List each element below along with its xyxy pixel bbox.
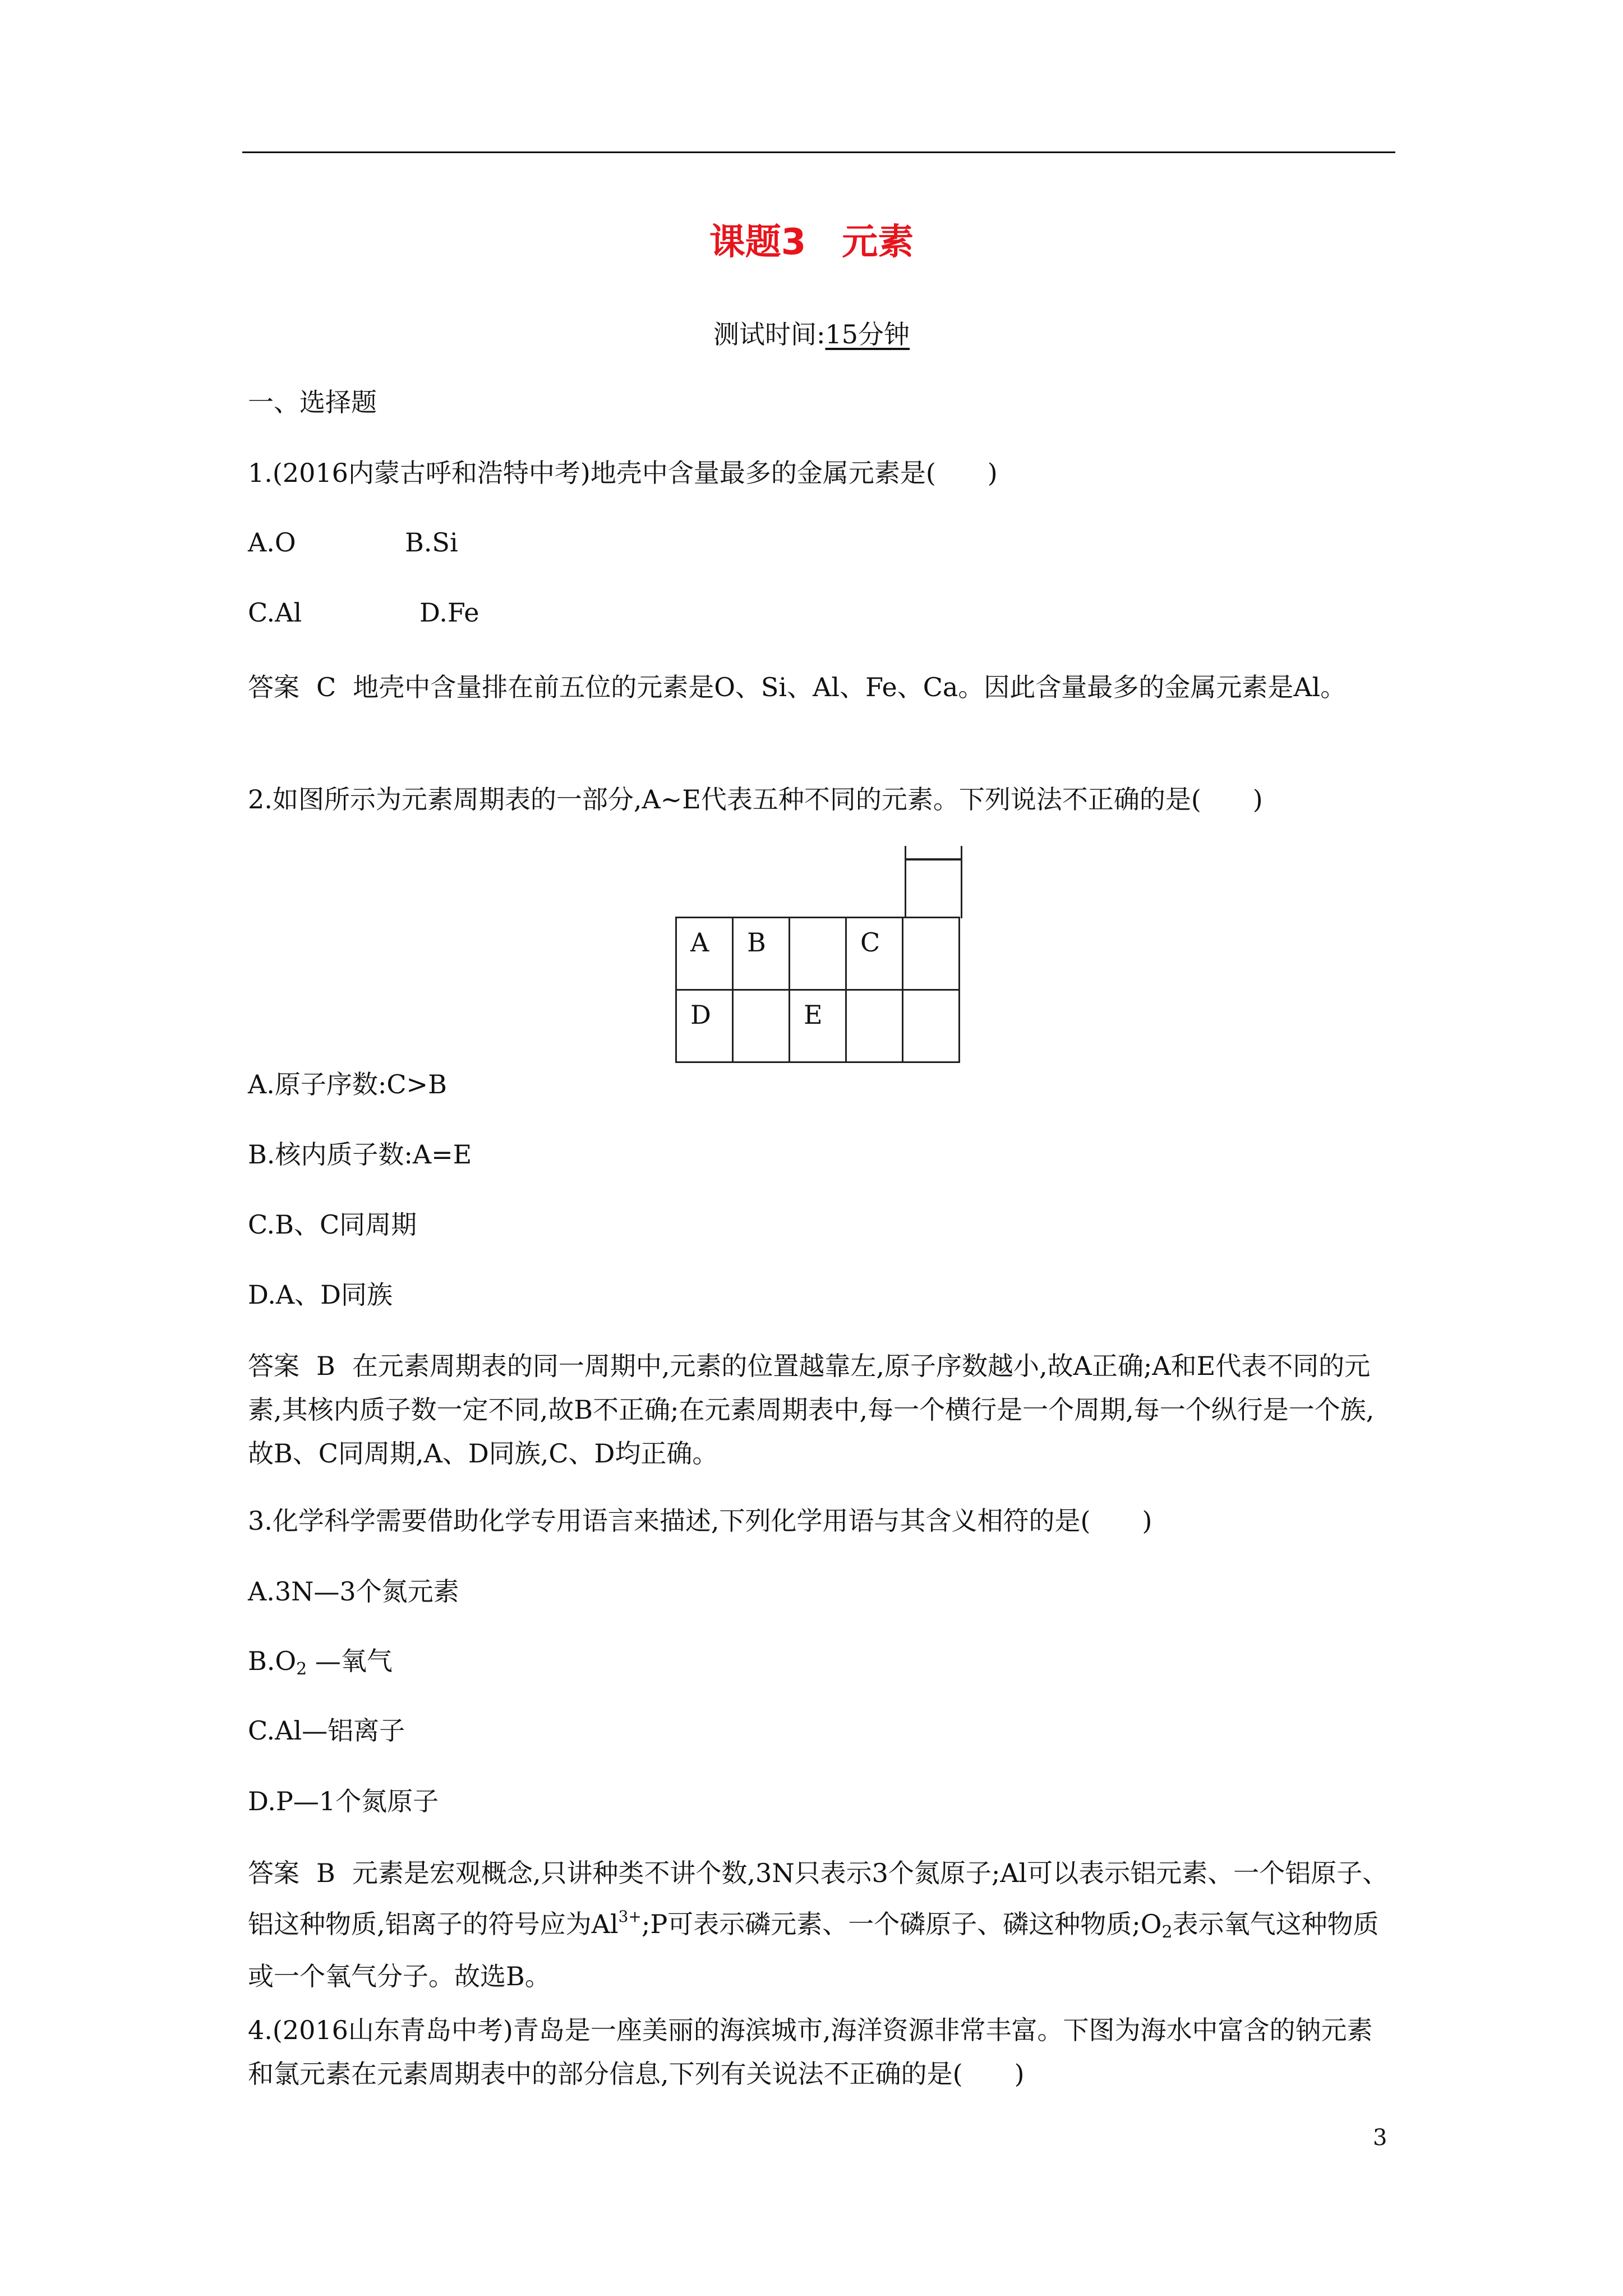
test-time [0, 314, 1623, 351]
answer-explanation: 元素是宏观概念,只讲种类不讲个数,3N只表示3个氮原子;Al可以表示铝元素、一个铝原子、铝这种物质,铝离子的符号应为Al [248, 1858, 1389, 1939]
answer-key: B [316, 1351, 335, 1381]
page-title: 课题3 元素 [709, 222, 914, 263]
header-rule [242, 151, 1395, 153]
page-number: 3 [1373, 2125, 1387, 2151]
table-row [676, 990, 960, 1062]
table-cell [846, 990, 903, 1062]
q4-stem: 4.(2016山东青岛中考)青岛是一座美丽的海滨城市,海洋资源非常丰富。下图为海水中富含的钠元素和氯元素在元素周期表中的部分信息,下列有关说法不正确的是( ) [248, 2015, 1373, 2089]
table-cell: C [846, 918, 903, 990]
q3-stem: 3.化学科学需要借助化学专用语言来描述,下列化学用语与其含义相符的是( ) [248, 1506, 1152, 1536]
q3-option-d: D.P—1个氮原子 [248, 1786, 439, 1816]
q3-option-b [248, 1644, 393, 1687]
q3-option-c: C.Al—铝离子 [248, 1715, 405, 1746]
answer-key: C [316, 672, 336, 702]
superscript: 3+ [618, 1907, 642, 1926]
table-row [676, 918, 960, 990]
answer-label: 答案 [248, 1351, 299, 1381]
table-cell [903, 918, 960, 990]
q3-option-b-meaning: —氧气 [307, 1646, 393, 1676]
q2-answer [248, 1344, 1392, 1475]
answer-explanation: 在元素周期表的同一周期中,元素的位置越靠左,原子序数越小,故A正确;A和E代表不同的元素,其核内质子数一定不同,故B不正确;在元素周期表中,每一个横行是一个周期,每一个纵行是一个族,故B、C同周期,A、D同族,C、D均正确。 [248, 1351, 1375, 1469]
test-time-value: 15分钟 [825, 319, 910, 349]
answer-explanation-cont: ;P可表示磷元素、一个磷原子、磷这种物质;O [641, 1909, 1162, 1939]
q1-option-b: B.Si [405, 527, 458, 558]
periodic-table-top-cell [905, 846, 962, 918]
answer-explanation: 地壳中含量排在前五位的元素是O、Si、Al、Fe、Ca。因此含量最多的金属元素是Al。 [353, 672, 1347, 702]
table-cell [733, 990, 790, 1062]
section-heading: 一、选择题 [248, 387, 377, 417]
subscript: 2 [296, 1659, 307, 1679]
q2-option-a: A.原子序数:C>B [248, 1069, 447, 1099]
q3-option-b-formula: B.O [248, 1646, 297, 1676]
table-cell [790, 918, 846, 990]
q2-option-b: B.核内质子数:A=E [248, 1139, 472, 1170]
subscript: 2 [1161, 1922, 1173, 1942]
q1-option-c: C.Al [248, 597, 302, 628]
q2-option-d: D.A、D同族 [248, 1280, 393, 1310]
q2-stem: 2.如图所示为元素周期表的一部分,A~E代表五种不同的元素。下列说法不正确的是( ) [248, 784, 1263, 815]
q1-stem: 1.(2016内蒙古呼和浩特中考)地壳中含量最多的金属元素是( ) [248, 458, 998, 488]
table-cell: E [790, 990, 846, 1062]
q3-answer [248, 1851, 1392, 1998]
answer-explanation-end: 表示氧气这种物质或一个氧气分子。故选B。 [248, 1909, 1379, 1991]
table-cell: B [733, 918, 790, 990]
q1-option-a: A.O [248, 527, 296, 558]
periodic-table-fragment [675, 917, 960, 1063]
q1-answer [248, 665, 1392, 709]
table-cell: D [676, 990, 733, 1062]
table-cell [903, 990, 960, 1062]
table-cell: A [676, 918, 733, 990]
q2-option-c: C.B、C同周期 [248, 1209, 417, 1240]
q1-option-d: D.Fe [419, 597, 479, 628]
answer-key: B [316, 1858, 335, 1888]
answer-label: 答案 [248, 1858, 299, 1888]
answer-label: 答案 [248, 672, 299, 702]
q3-option-a: A.3N—3个氮元素 [248, 1576, 459, 1607]
test-time-label: 测试时间: [713, 319, 826, 349]
